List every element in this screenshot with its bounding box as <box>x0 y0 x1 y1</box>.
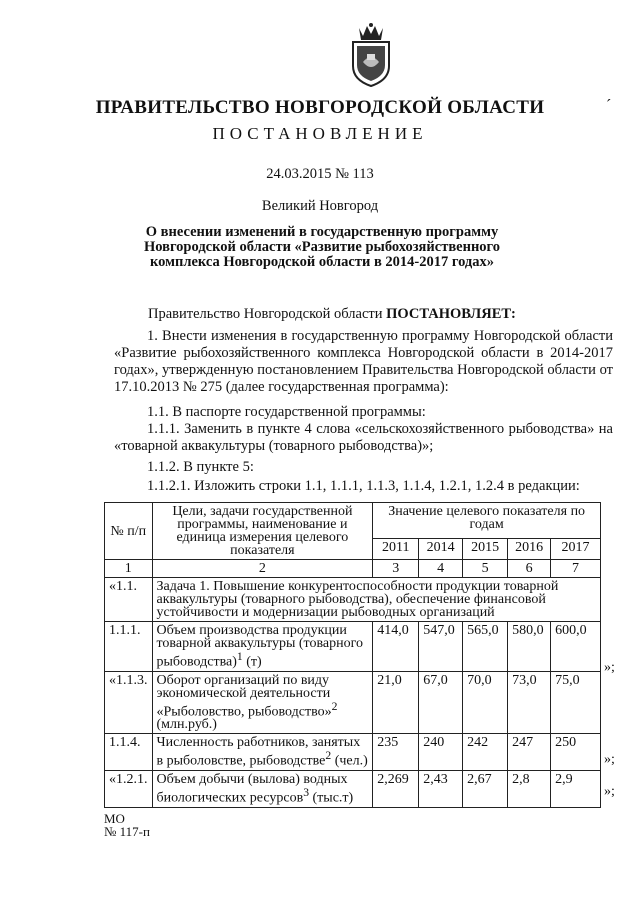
table-row <box>105 622 601 672</box>
row-value: 242 <box>463 734 508 771</box>
row-indicator <box>152 671 373 734</box>
footer-line-1: МО <box>104 811 125 826</box>
date-number: 24.03.2015 № 113 <box>266 166 374 182</box>
row-num: «1.1.3. <box>105 671 153 734</box>
year-cell: 2014 <box>419 539 463 560</box>
year-cell: 2015 <box>463 539 508 560</box>
row-indicator <box>152 734 373 771</box>
row-unit: (т) <box>242 654 262 670</box>
row-value: 547,0 <box>419 622 463 672</box>
row-suffix: »; <box>604 752 615 767</box>
row-unit: (млн.руб.) <box>156 717 217 733</box>
row-indicator <box>152 622 373 672</box>
table-row <box>105 734 601 771</box>
paragraph-item-1: 1. Внести изменения в государственную программу Новгородской области «Развитие рыбохозяйственного комплекса Новгородской области в 2014-2017 годах», утвержденную постановлением Правительства Новгородской области от 17.10.2013 № 275 (далее государственная программа): <box>114 328 613 395</box>
intro-paragraph <box>148 306 516 323</box>
stray-mark: ˊ <box>606 97 612 114</box>
city: Великий Новгород <box>261 198 379 214</box>
task-text: Задача 1. Повышение конкурентоспособности продукции товарной аквакультуры (товарного рыбоводства), обеспечение финансовой устойчивости и модернизации рыбоводных организаций <box>152 578 601 622</box>
row-value: 73,0 <box>508 671 551 734</box>
row-value: 414,0 <box>373 622 419 672</box>
row-value: 2,8 <box>508 770 551 807</box>
paragraph-item-1-1-1: 1.1.1. Заменить в пункте 4 слова «сельскохозяйственного рыбоводства» на «товарной аквакультуры (товарного рыбоводства)»; <box>114 421 613 454</box>
indicators-table <box>104 502 601 808</box>
row-value: 2,9 <box>551 770 601 807</box>
government-name: ПРАВИТЕЛЬСТВО НОВГОРОДСКОЙ ОБЛАСТИ <box>95 97 545 118</box>
intro-text: Правительство Новгородской области <box>148 306 387 322</box>
table-header-row <box>105 503 601 539</box>
paragraph-item-1-1-2-1: 1.1.2.1. Изложить строки 1.1, 1.1.1, 1.1.3, 1.1.4, 1.2.1, 1.2.4 в редакции: <box>147 478 580 494</box>
paragraph-item-1-1: 1.1. В паспорте государственной программы: <box>147 404 426 420</box>
year-cell: 2017 <box>551 539 601 560</box>
row-value: 67,0 <box>419 671 463 734</box>
coat-of-arms-emblem <box>345 22 397 90</box>
year-cell: 2016 <box>508 539 551 560</box>
row-suffix: »; <box>604 784 615 799</box>
row-num: 1.1.4. <box>105 734 153 771</box>
row-footnote: 3 <box>303 785 310 799</box>
table-task-row <box>105 578 601 622</box>
row-value: 600,0 <box>551 622 601 672</box>
colnum-cell: 6 <box>508 560 551 578</box>
row-footnote: 1 <box>236 650 243 663</box>
intro-bold: ПОСТАНОВЛЯЕТ: <box>386 306 516 322</box>
row-num: 1.1.1. <box>105 622 153 672</box>
document-type: ПОСТАНОВЛЕНИЕ <box>212 124 428 143</box>
table-row <box>105 671 601 734</box>
row-unit: (тыс.т) <box>309 790 354 806</box>
row-name: Объем добычи (вылова) водных биологических ресурсов <box>156 771 348 806</box>
document-title: О внесении изменений в государственную программу Новгородской области «Развитие рыбохозяйственного комплекса Новгородской области в 2014-2017 годах» <box>143 224 501 270</box>
row-footnote: 2 <box>325 749 332 763</box>
header-num: № п/п <box>105 503 153 560</box>
row-value: 2,67 <box>463 770 508 807</box>
row-value: 235 <box>373 734 419 771</box>
table-colnum-row <box>105 560 601 578</box>
task-num: «1.1. <box>105 578 153 622</box>
colnum-cell: 7 <box>551 560 601 578</box>
row-suffix: »; <box>604 660 615 675</box>
row-indicator <box>152 770 373 807</box>
document-footer <box>104 812 150 838</box>
row-name: Объем производства продукции товарной аквакультуры (товарного рыбоводства) <box>156 623 363 670</box>
row-footnote: 2 <box>331 699 338 713</box>
row-value: 580,0 <box>508 622 551 672</box>
row-value: 240 <box>419 734 463 771</box>
row-value: 2,269 <box>373 770 419 807</box>
row-name: Оборот организаций по виду экономической деятельности «Рыболовство, рыбоводство» <box>156 672 332 720</box>
year-cell: 2011 <box>373 539 419 560</box>
colnum-cell: 4 <box>419 560 463 578</box>
row-value: 250 <box>551 734 601 771</box>
row-name: Численность работников, занятых в рыболовстве, рыбоводстве <box>156 735 361 769</box>
row-value: 70,0 <box>463 671 508 734</box>
colnum-cell: 5 <box>463 560 508 578</box>
row-value: 2,43 <box>419 770 463 807</box>
row-unit: (чел.) <box>331 753 368 769</box>
paragraph-item-1-1-2: 1.1.2. В пункте 5: <box>147 459 254 475</box>
footer-line-2: № 117-п <box>104 824 150 839</box>
row-num: «1.2.1. <box>105 770 153 807</box>
row-value: 247 <box>508 734 551 771</box>
row-value: 21,0 <box>373 671 419 734</box>
table-row <box>105 770 601 807</box>
header-goal: Цели, задачи государственной программы, наименование и единица измерения целевого показателя <box>152 503 373 560</box>
colnum-cell: 2 <box>152 560 373 578</box>
header-values: Значение целевого показателя по годам <box>373 503 601 539</box>
colnum-cell: 1 <box>105 560 153 578</box>
row-value: 75,0 <box>551 671 601 734</box>
row-value: 565,0 <box>463 622 508 672</box>
colnum-cell: 3 <box>373 560 419 578</box>
